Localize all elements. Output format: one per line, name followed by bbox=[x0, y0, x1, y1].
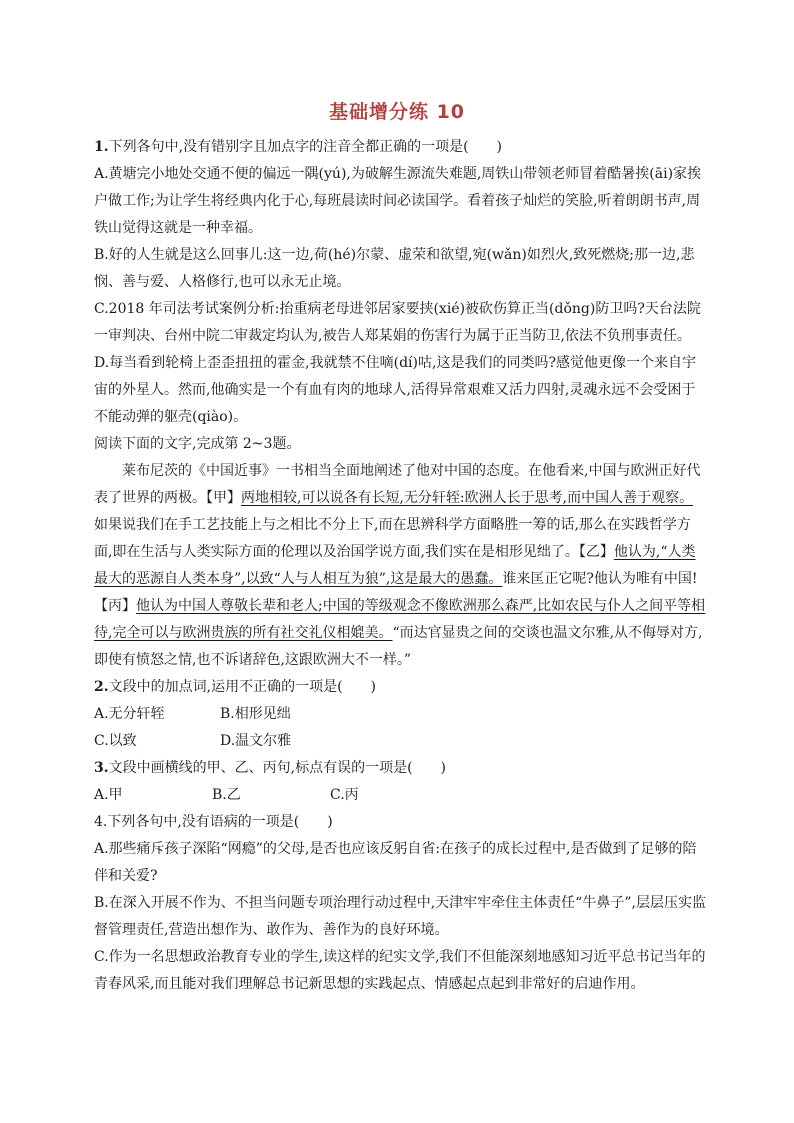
question-2-option-a: A.无分轩轾 bbox=[94, 706, 165, 722]
question-number: 2. bbox=[94, 679, 109, 695]
page-title: 基础增分练 10 bbox=[328, 101, 466, 123]
question-4-option-a: A.那些痛斥孩子深陷“网瘾”的父母,是否也应该反躬自省:在孩子的成长过程中,是否做到了足够的陪伴和关爱? bbox=[94, 841, 697, 884]
question-1-option-d: D.每当看到轮椅上歪歪扭扭的霍金,我就禁不住嘀(dí)咕,这是我们的同类吗?感觉他更像一个来自宇宙的外星人。然而,他确实是一个有血有肉的地球人,活得异常艰难又活力四射,灵魂永远不会受困于不能动弹的躯壳(qiào)。 bbox=[94, 355, 696, 425]
question-2-option-b: B.相形见绌 bbox=[220, 706, 291, 722]
sentence-yi-tag: 【乙】 bbox=[578, 544, 614, 560]
question-number: 3. bbox=[94, 760, 109, 776]
question-1-option-a: A.黄塘完小地处交通不便的偏远一隅(yú),为破解生源流失难题,周铁山带领老师冒着酷暑挨(āi)家挨户做工作;为让学生将经典内化于心,每班晨读时间必读国学。看着孩子灿烂的笑脸,听着朗朗书声,周铁山觉得这就是一种幸福。 bbox=[94, 166, 702, 236]
question-4-stem: 4.下列各句中,没有语病的一项是( ) bbox=[94, 814, 333, 830]
question-2-option-c: C.以致 bbox=[94, 733, 137, 749]
question-4-option-b: B.在深入开展不作为、不担当问题专项治理行动过程中,天津牢牢牵住主体责任“牛鼻子”,层层压实监督管理责任,营造出想作为、敢作为、善作为的良好环境。 bbox=[94, 895, 706, 938]
question-number: 1. bbox=[94, 139, 109, 155]
question-1-option-c: C.2018 年司法考试案例分析:抬重病老母进邻居家要挟(xié)被砍伤算正当(dǒng)防卫吗?天台法院一审判决、台州中院二审裁定均认为,被告人郑某娟的伤害行为属于正当防卫,依法不负刑事责任。 bbox=[94, 301, 701, 344]
question-3-options-row bbox=[94, 782, 706, 809]
question-4-option-c: C.作为一名思想政治教育专业的学生,读这样的纪实文学,我们不但能深刻地感知习近平总书记当年的青春风采,而且能对我们理解总书记新思想的实践起点、情感起点起到非常好的启迪作用。 bbox=[94, 949, 706, 992]
question-3-stem: 3.文段中画横线的甲、乙、丙句,标点有误的一项是( ) bbox=[94, 760, 446, 776]
document-body bbox=[94, 134, 706, 998]
question-1-stem: 1.下列各句中,没有错别字且加点字的注音全都正确的一项是( ) bbox=[94, 139, 502, 155]
question-1-option-b: B.好的人生就是这么回事儿:这一边,荷(hé)尔蒙、虚荣和欲望,宛(wǎn)如烈火,致死燃烧;那一边,悲悯、善与爱、人格修行,也可以永无止境。 bbox=[94, 247, 695, 290]
sentence-jia-tag: 【甲】 bbox=[206, 490, 241, 506]
sentence-bing: 他认为中国人尊敬长辈和老人;中国的等级观念不像欧洲那么森严,比如农民与仆人之间平等相待,完全可以与欧洲贵族的所有社交礼仪相媲美。 bbox=[94, 598, 706, 641]
passage-text: “而达官显贵之间的交谈也温文尔雅,从不侮辱对方,即使有愤怒之情,也不诉诸辞色,这跟欧洲大不一样。” bbox=[94, 625, 703, 668]
reading-passage bbox=[94, 458, 706, 674]
question-2-options-row bbox=[94, 728, 706, 755]
sentence-bing-tag: 【丙】 bbox=[94, 598, 136, 614]
passage-text: 莱布尼茨的《中国近事》一书相当全面地阐述了他对中国的态度。在他看来,中国与欧洲正好代表了世界的两极。 bbox=[94, 463, 701, 506]
question-3-option-c: C.丙 bbox=[330, 787, 359, 803]
passage-text: 谁来匡正它呢?他认为唯有中国! bbox=[502, 571, 698, 587]
question-3-option-b: B.乙 bbox=[212, 787, 241, 803]
sentence-jia: 两地相较,可以说各有长短,无分轩轾:欧洲人长于思考,而中国人善于观察。 bbox=[241, 490, 694, 506]
sentence-yi: 他认为,“人类最大的恶源自人类本身”,以致“人与人相互为狼”,这是最大的愚蠢。 bbox=[94, 544, 696, 587]
reading-instructions: 阅读下面的文字,完成第 2~3题。 bbox=[94, 436, 301, 452]
question-2-option-d: D.温文尔雅 bbox=[220, 733, 292, 749]
question-number: 4. bbox=[94, 814, 108, 830]
question-3-option-a: A.甲 bbox=[94, 787, 123, 803]
passage-text: 如果说我们在手工艺技能上与之相比不分上下,而在思辨科学方面略胜一筹的话,那么在实践哲学方面,即在生活与人类实际方面的伦理以及治国学说方面,我们实在是相形见绌了。 bbox=[94, 517, 691, 560]
question-2-options-row bbox=[94, 701, 706, 728]
question-2-stem: 2.文段中的加点词,运用不正确的一项是( ) bbox=[94, 679, 376, 695]
